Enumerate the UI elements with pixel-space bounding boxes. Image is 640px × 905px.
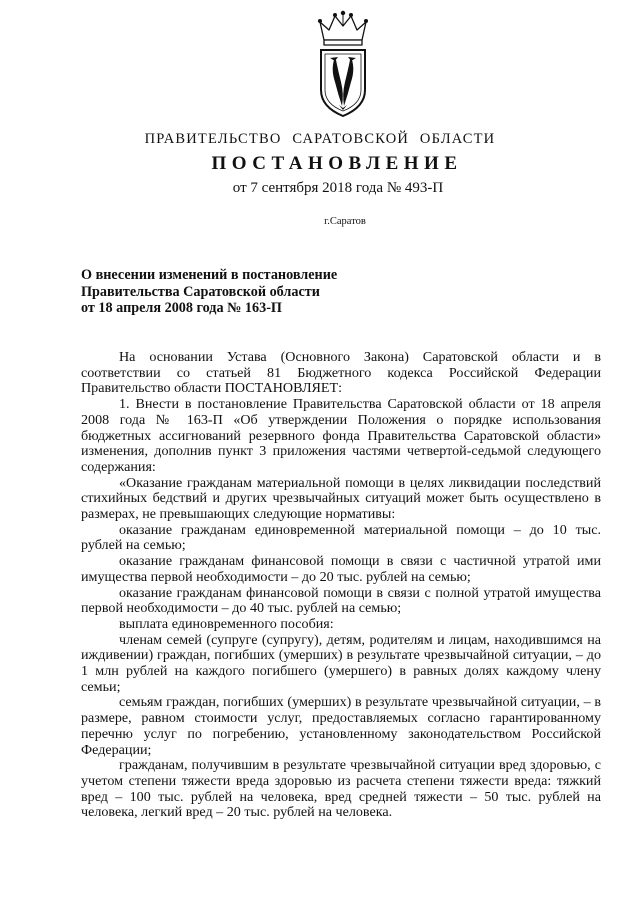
document-body [81, 350, 601, 821]
government-name: ПРАВИТЕЛЬСТВО САРАТОВСКОЙ ОБЛАСТИ [144, 131, 496, 147]
date-and-number: от 7 сентября 2018 года № 493-П [232, 180, 444, 196]
subject-line: Правительства Саратовской области [81, 283, 320, 300]
document-subject [81, 267, 411, 317]
city-label: г.Саратов [324, 216, 366, 227]
body-paragraph: На основании Устава (Основного Закона) Саратовской области и в соответствии со статьей 81 Бюджетного кодекса Российской Федерации Правительство области ПОСТАНОВЛЯЕТ: [81, 349, 601, 397]
body-paragraph: семьям граждан, погибших (умерших) в результате чрезвычайной ситуации, – в размере, равном стоимости услуг, предоставляемых согласно гарантированному перечню услуг по погребению, установленному законодательством Российской Федерации; [81, 694, 601, 758]
body-paragraph: оказание гражданам единовременной материальной помощи – до 10 тыс. рублей на семью; [81, 521, 601, 554]
body-paragraph: выплата единовременного пособия: [119, 615, 334, 632]
body-paragraph: гражданам, получившим в результате чрезвычайной ситуации вред здоровью, с учетом степени тяжести вреда здоровью из расчета степени тяжести вреда: тяжкий вред – 100 тыс. рублей на человека, вред средней тяжести – 50 тыс. рублей на человека, легкий вред – 20 тыс. рублей на человека. [81, 757, 601, 821]
document-type-title: ПОСТАНОВЛЕНИЕ [211, 153, 463, 174]
body-paragraph: «Оказание гражданам материальной помощи в целях ликвидации последствий стихийных бедствий и других чрезвычайных ситуаций может быть осуществлено в размерах, не превышающих следующие нормативы: [81, 474, 601, 523]
body-paragraph: оказание гражданам финансовой помощи в связи с полной утратой имущества первой необходимости – до 40 тыс. рублей на семью; [81, 584, 601, 617]
subject-line: от 18 апреля 2008 года № 163-П [81, 300, 282, 316]
subject-line: О внесении изменений в постановление [81, 267, 338, 283]
body-paragraph: оказание гражданам финансовой помощи в связи с частичной утратой ими имущества первой необходимости – до 20 тыс. рублей на семью; [81, 553, 601, 585]
body-paragraph: 1. Внести в постановление Правительства Саратовской области от 18 апреля 2008 года № 163-П «Об утверждении Положения о порядке использования бюджетных ассигнований резервного фонда Правительства Саратовской области» изменения, дополнив пункт 3 приложения частями четвертой-седьмой следующего содержания: [81, 396, 601, 475]
saratov-coat-of-arms-emblem [313, 10, 373, 120]
body-paragraph: членам семей (супруге (супругу), детям, родителям и лицам, находившимся на иждивении) граждан, погибших (умерших) в результате чрезвычайной ситуации, – до 1 млн рублей на каждого погибшего (умершего) в равных долях каждому члену семьи; [81, 631, 601, 695]
